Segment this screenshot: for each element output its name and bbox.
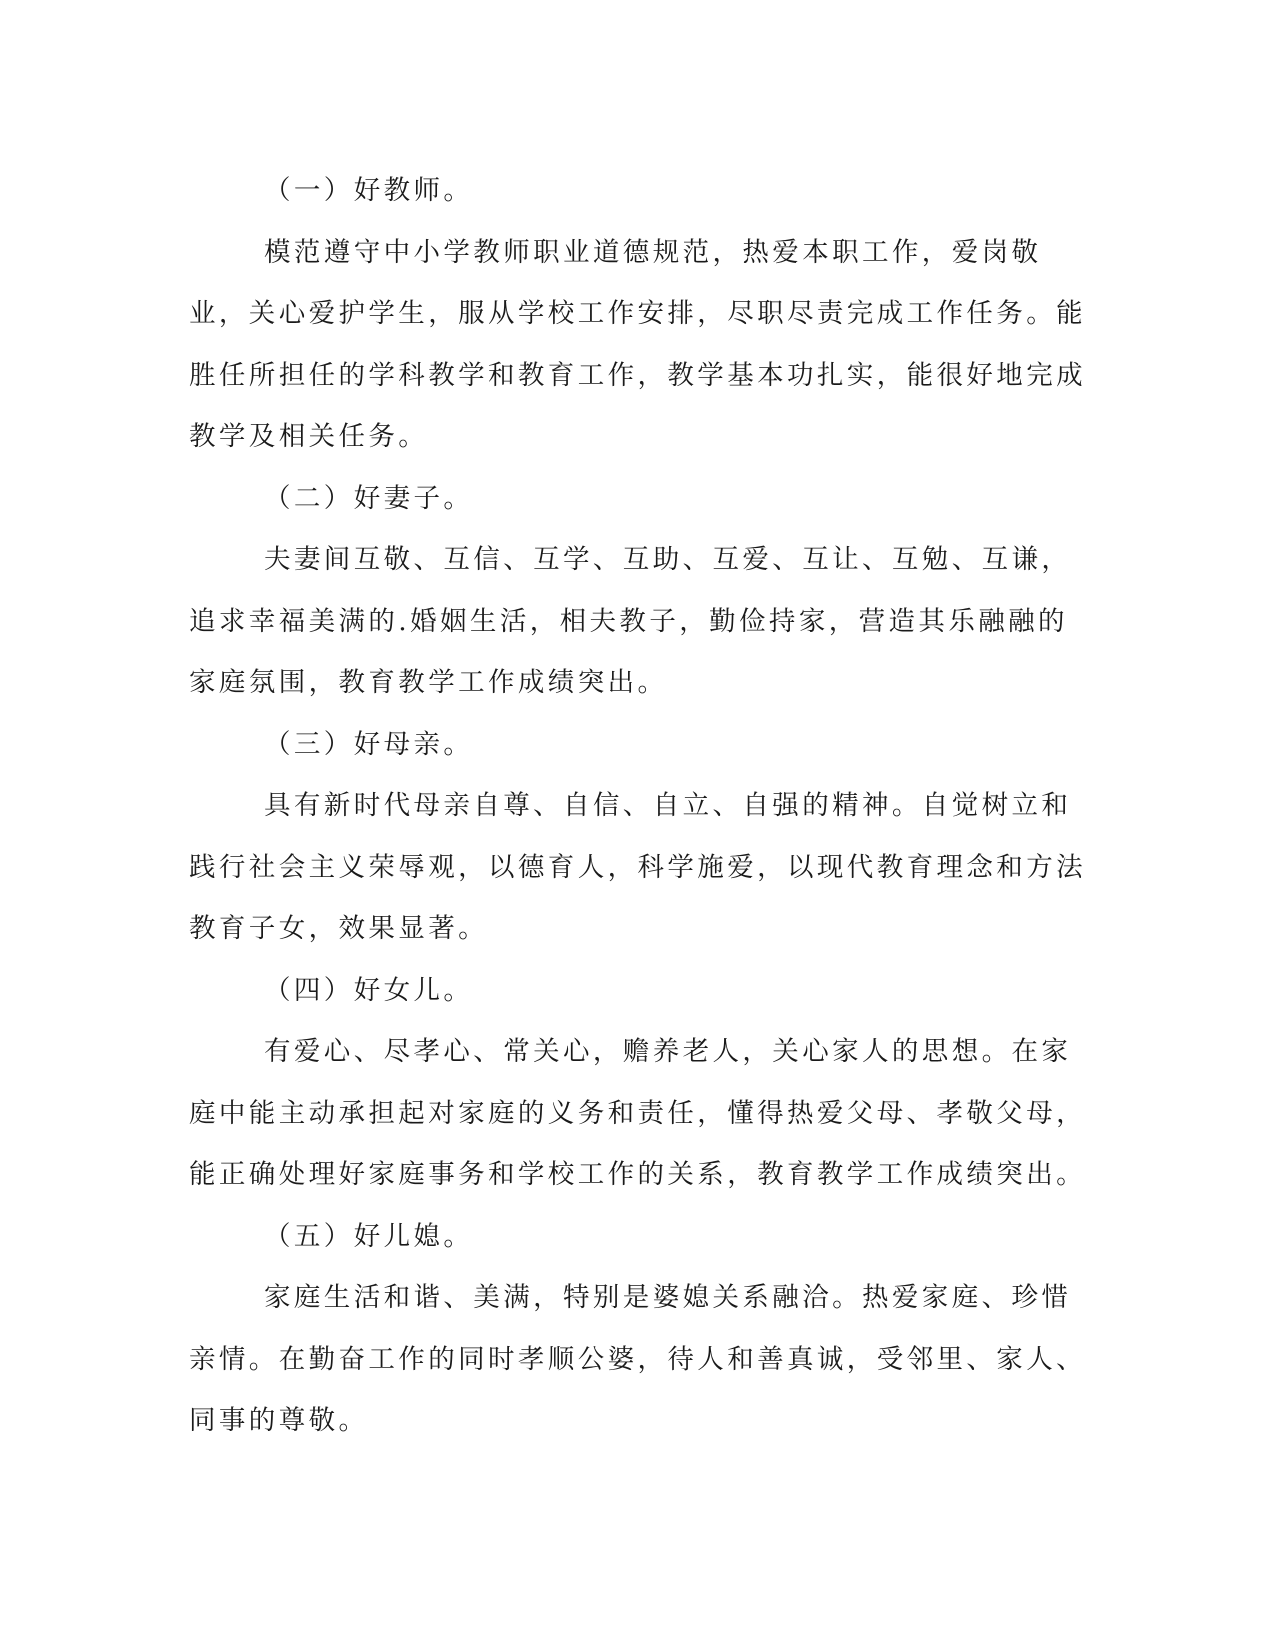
section-heading-5: （五）好儿媳。 (264, 1220, 474, 1252)
section-heading-4: （四）好女儿。 (264, 974, 474, 1006)
section-heading-1: （一）好教师。 (264, 175, 474, 206)
section-heading-2: （二）好妻子。 (264, 482, 474, 514)
section-body-1: 模范遵守中小学教师职业道德规范，热爱本职工作，爱岗敬业，关心爱护学生，服从学校工作安排，尽职尽责完成工作任务。能胜任所担任的学科教学和教育工作，教学基本功扎实，能很好地完成教学及相关任务。 (189, 236, 1086, 452)
section-body-4: 有爱心、尽孝心、常关心，赡养老人，关心家人的思想。在家庭中能主动承担起对家庭的义务和责任，懂得热爱父母、孝敬父母，能正确处理好家庭事务和学校工作的关系，教育教学工作成绩突出。 (189, 1036, 1086, 1190)
section-body-2: 夫妻间互敬、互信、互学、互助、互爱、互让、互勉、互谦，追求幸福美满的.婚姻生活，相夫教子，勤俭持家，营造其乐融融的家庭氛围，教育教学工作成绩突出。 (189, 544, 1072, 698)
section-body-5: 家庭生活和谐、美满，特别是婆媳关系融洽。热爱家庭、珍惜亲情。在勤奋工作的同时孝顺公婆，待人和善真诚，受邻里、家人、同事的尊敬。 (189, 1282, 1086, 1436)
section-body-3: 具有新时代母亲自尊、自信、自立、自强的精神。自觉树立和践行社会主义荣辱观，以德育人，科学施爱，以现代教育理念和方法教育子女，效果显著。 (189, 790, 1086, 944)
section-heading-3: （三）好母亲。 (264, 728, 474, 760)
document-body (189, 160, 1089, 1452)
